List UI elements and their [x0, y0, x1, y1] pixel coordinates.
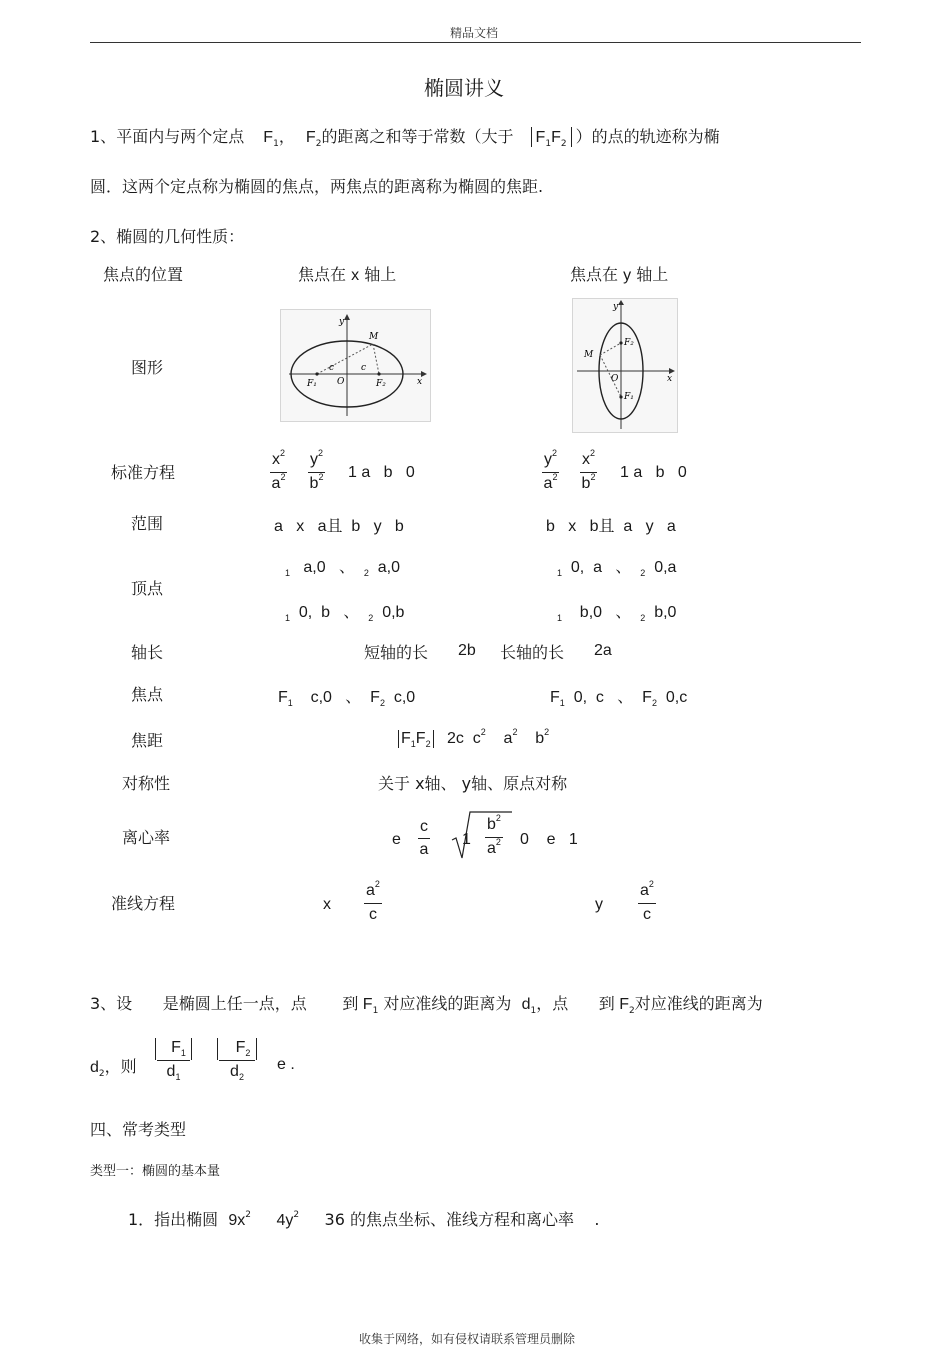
ratio2-num-sub: 2: [245, 1048, 251, 1058]
fig-x-y-label: y: [339, 317, 345, 327]
sqrt-sign: [450, 810, 514, 862]
ratio1-den-sub: 1: [175, 1072, 181, 1082]
fig-x-x-label: x: [417, 377, 423, 387]
ecc-b-sq: 2: [495, 813, 501, 823]
paragraph-1-line-2: 圆．这两个定点称为椭圆的焦点，两焦点的距离称为椭圆的焦距.: [90, 177, 544, 196]
q1-e: .: [594, 1210, 600, 1229]
fig-y-o-label: O: [611, 374, 619, 384]
vy2-b: b,0: [654, 604, 677, 621]
symmetry-value: 关于 x轴、 y轴、原点对称: [378, 774, 568, 793]
eq-y-n2-sq: 2: [590, 448, 596, 458]
eq-x-n1: x: [272, 451, 280, 468]
section-4-heading: 四、常考类型: [90, 1120, 187, 1139]
focus-y-f1: F: [550, 689, 560, 706]
ellipse-figure-x-axis: [280, 309, 431, 422]
row-label-vertex: 顶点: [131, 579, 164, 598]
row-label-directrix: 准线方程: [111, 894, 176, 913]
focus-y-mid: 0, c 、 F: [573, 689, 652, 706]
vy1-idx: 1: [557, 568, 563, 578]
eq-y-d2: b: [581, 475, 591, 492]
vy1-a: 0, a 、: [570, 559, 632, 576]
p3-c-sub: 1: [372, 1006, 379, 1016]
eq-y-d1-sq: 2: [552, 472, 558, 482]
vx1-a: a,0 、: [303, 559, 355, 576]
fig-x-c1-label: c: [329, 363, 335, 373]
ratio2-den-sub: 2: [238, 1072, 244, 1082]
p3-d1-sub: 1: [530, 1006, 537, 1016]
ellipse-x-svg: [281, 310, 430, 421]
q1-4y: 4y: [276, 1212, 294, 1229]
focus-x: [278, 684, 415, 707]
ellipse-y-svg: [573, 299, 677, 432]
row-label-symmetry: 对称性: [122, 774, 171, 793]
eq-y-rest: 1 a b 0: [620, 464, 687, 481]
col-header-y-axis: [570, 262, 668, 285]
vertex-x-minor: [285, 599, 404, 622]
vx2-a: 0, b 、: [298, 604, 360, 621]
p3-d: 对应准线的距离为: [383, 994, 512, 1013]
vx2-idx: 1: [285, 613, 291, 623]
vx2-b: 0,b: [382, 604, 405, 621]
q1-a: 1．指出椭圆: [128, 1210, 219, 1229]
vx1-b: a,0: [377, 559, 400, 576]
eq-x-d1: a: [271, 475, 281, 492]
p1-abs-f2: F: [551, 129, 561, 146]
dir-y-den: c: [642, 906, 651, 923]
axis-major-value: 2a: [594, 642, 612, 659]
focus-y-end: 0,c: [665, 689, 688, 706]
p3-g: 对应准线的距离为: [634, 994, 763, 1013]
ratio1-num-sub: 1: [180, 1048, 186, 1058]
fig-y-m-label: M: [584, 350, 594, 360]
ecc-e: e: [392, 831, 401, 848]
ecc-a2: a: [487, 840, 496, 857]
p3-e: ，点: [536, 994, 569, 1013]
dir-x-den: c: [368, 906, 377, 923]
paragraph-3-line-1: [90, 991, 763, 1014]
p1-text-c: ）的点的轨迹称为椭: [575, 127, 720, 146]
dir-y-num: a: [640, 882, 649, 899]
fig-x-o-label: O: [337, 377, 345, 387]
p1-text-b: 的距离之和等于常数（大于: [321, 127, 514, 146]
p1-f1: F: [263, 129, 274, 146]
focal-abs: [398, 730, 434, 748]
p1-abs-f2-sub: 2: [560, 139, 567, 149]
focal-c-sq: 2: [480, 727, 486, 737]
p3-line2-d-sub: 2: [98, 1069, 105, 1079]
focus-x-f1: F: [278, 689, 288, 706]
p1-comma: ，: [278, 127, 295, 146]
vx2b-idx: 2: [368, 613, 374, 623]
eq-x-frac-1: [270, 450, 287, 496]
p1-text-a: 平面内与两个定点: [116, 127, 245, 146]
range-y: b x b且 a y a: [546, 518, 676, 535]
focus-y-f1-sub: 1: [559, 698, 565, 708]
range-x: a x a且 b y b: [274, 518, 404, 535]
col-label-position: 焦点的位置: [103, 265, 184, 284]
focal-f2: F: [415, 730, 426, 747]
ecc-range: 0 e 1: [520, 831, 578, 848]
eq-x-d2-sq: 2: [318, 472, 324, 482]
focal-distance: [398, 727, 550, 749]
header-rule: [90, 42, 861, 43]
row-label-range: 范围: [131, 514, 164, 533]
fig-x-f1-label: F₁: [307, 379, 317, 389]
paragraph-3-line-2-start: [90, 1054, 137, 1077]
col-y-text: 焦点在: [570, 265, 619, 284]
col-x-end: 轴上: [364, 265, 397, 284]
page-title: 椭圆讲义: [424, 76, 504, 100]
ratio2-num: F: [235, 1039, 246, 1056]
vy1b-idx: 2: [640, 568, 646, 578]
p3-line2-then: ，则: [104, 1057, 137, 1076]
p1-f2-sub: 2: [315, 139, 322, 149]
p1-num: 1、: [90, 127, 117, 146]
axis-minor-value: 2b: [458, 642, 476, 659]
ratio1-num: F: [171, 1039, 181, 1056]
focus-x-f1-sub: 1: [287, 698, 293, 708]
col-x-text: 焦点在: [298, 265, 347, 284]
p3-b: 是椭圆上任一点，点: [162, 994, 307, 1013]
axis-minor-label: 短轴的长: [364, 643, 429, 662]
vy2-a: b,0 、: [579, 604, 632, 621]
p1-f1-sub: 1: [273, 139, 279, 149]
fig-x-m-label: M: [369, 332, 379, 342]
focus-y: [550, 684, 687, 707]
axis-major-label: 长轴的长: [500, 643, 565, 662]
row-label-equation: 标准方程: [111, 463, 176, 482]
paragraph-1-line-1: [90, 124, 720, 147]
abs-bar-1r: [191, 1038, 192, 1060]
fig-x-c2-label: c: [361, 363, 367, 373]
vertex-y-minor: [557, 599, 676, 622]
ecc-one: 1: [462, 831, 471, 848]
eq-x-rest: 1 a b 0: [348, 464, 415, 481]
eq-y-d2-sq: 2: [590, 472, 596, 482]
p1-abs-f1: F: [535, 129, 546, 146]
eq-x-n2-sq: 2: [318, 448, 324, 458]
ecc-frac-b-a: [485, 815, 503, 861]
abs-bar-2l: [217, 1038, 218, 1060]
ratio-frac-1: [157, 1038, 190, 1084]
p1-abs-f1-sub: 1: [545, 139, 552, 149]
q1-9x: 9x: [228, 1212, 246, 1229]
abs-bar-2r: [256, 1038, 257, 1060]
fig-y-f2-label: F₂: [624, 338, 634, 348]
directrix-x-var: x: [323, 896, 331, 913]
fig-x-f2-label: F₂: [376, 379, 386, 389]
p1-abs-f1f2: [531, 127, 572, 147]
col-y-end: 轴上: [636, 265, 669, 284]
focus-x-end: c,0: [393, 689, 416, 706]
eq-y-n1: y: [544, 451, 552, 468]
directrix-y-var: y: [595, 896, 603, 913]
ratio-frac-2: [219, 1038, 255, 1084]
p3-line2-d: d: [90, 1059, 99, 1076]
p3-c: 到 F: [342, 996, 373, 1013]
q1-d: 36 的焦点坐标、准线方程和离心率: [324, 1210, 574, 1229]
q1-9x-sq: 2: [245, 1210, 251, 1220]
focal-f2-sub: 2: [425, 739, 431, 749]
paragraph-2: 2、椭圆的几何性质：: [90, 227, 245, 246]
eq-y-n2: x: [582, 451, 590, 468]
directrix-x-frac: [364, 881, 382, 926]
row-label-axis: 轴长: [131, 643, 164, 662]
dir-x-num: a: [366, 882, 375, 899]
row-label-focal: 焦距: [131, 731, 164, 750]
p3-a: 3、设: [90, 994, 133, 1013]
vertex-y-major: [557, 554, 676, 577]
ellipse-figure-y-axis: [572, 298, 678, 433]
type-1-heading: 类型一：椭圆的基本量: [90, 1164, 221, 1179]
abs-bar-1l: [155, 1038, 156, 1060]
q1-4y-sq: 2: [293, 1210, 300, 1220]
row-label-eccentricity: 离心率: [122, 828, 171, 847]
page-header: 精品文档: [450, 26, 499, 40]
focal-b-sq: 2: [544, 727, 550, 737]
col-x-var: x: [351, 267, 360, 284]
directrix-y-frac: [638, 881, 656, 926]
focal-b: b: [535, 730, 545, 747]
ecc-a2-sq: 2: [495, 837, 501, 847]
dir-y-sq: 2: [648, 879, 654, 889]
focus-y-f2-sub: 2: [651, 698, 657, 708]
ratio-equals-e: e .: [277, 1056, 295, 1073]
eq-x-frac-2: [308, 450, 325, 496]
col-y-var: y: [623, 267, 632, 284]
eq-x-d1-sq: 2: [280, 472, 286, 482]
p3-d1: d: [521, 996, 531, 1013]
eq-y-frac-1: [542, 450, 559, 496]
ecc-c: c: [418, 817, 430, 839]
row-label-figure: 图形: [131, 358, 164, 377]
page-footer: 收集于网络，如有侵权请联系管理员删除: [359, 1332, 576, 1346]
p1-f2: F: [305, 129, 316, 146]
focal-2c: 2c c: [446, 730, 481, 747]
vx1b-idx: 2: [363, 568, 369, 578]
focus-x-mid: c,0 、 F: [310, 689, 380, 706]
focal-a-sq: 2: [512, 727, 518, 737]
focus-x-f2-sub: 2: [379, 698, 385, 708]
vy1-b: 0,a: [654, 559, 677, 576]
focal-f1: F: [401, 730, 411, 747]
p3-f: 到 F: [598, 996, 629, 1013]
ratio2-den: d: [230, 1063, 239, 1080]
eq-y-frac-2: [580, 450, 597, 496]
col-header-x-axis: [298, 262, 396, 285]
dir-x-sq: 2: [374, 879, 380, 889]
eq-y-d1: a: [543, 475, 553, 492]
vy2-idx: 1: [557, 613, 563, 623]
vx1-idx: 1: [285, 568, 291, 578]
eq-x-n2: y: [310, 451, 318, 468]
focal-a: a: [503, 730, 513, 747]
ecc-frac-c-a: [418, 817, 430, 861]
ecc-a: a: [419, 841, 429, 858]
focal-f1-sub: 1: [410, 739, 416, 749]
eq-y-n1-sq: 2: [552, 448, 558, 458]
fig-y-x-label: x: [667, 374, 673, 384]
ratio1-den: d: [166, 1063, 176, 1080]
vy2b-idx: 2: [640, 613, 646, 623]
fig-y-y-label: y: [613, 302, 619, 312]
row-label-focus: 焦点: [131, 685, 164, 704]
p3-f-sub: 2: [628, 1006, 635, 1016]
eq-x-d2: b: [309, 475, 319, 492]
ecc-b: b: [487, 816, 496, 833]
eq-x-n1-sq: 2: [280, 448, 286, 458]
vertex-x-major: [285, 554, 400, 577]
question-1: [128, 1207, 599, 1230]
fig-y-f1-label: F₁: [624, 392, 634, 402]
